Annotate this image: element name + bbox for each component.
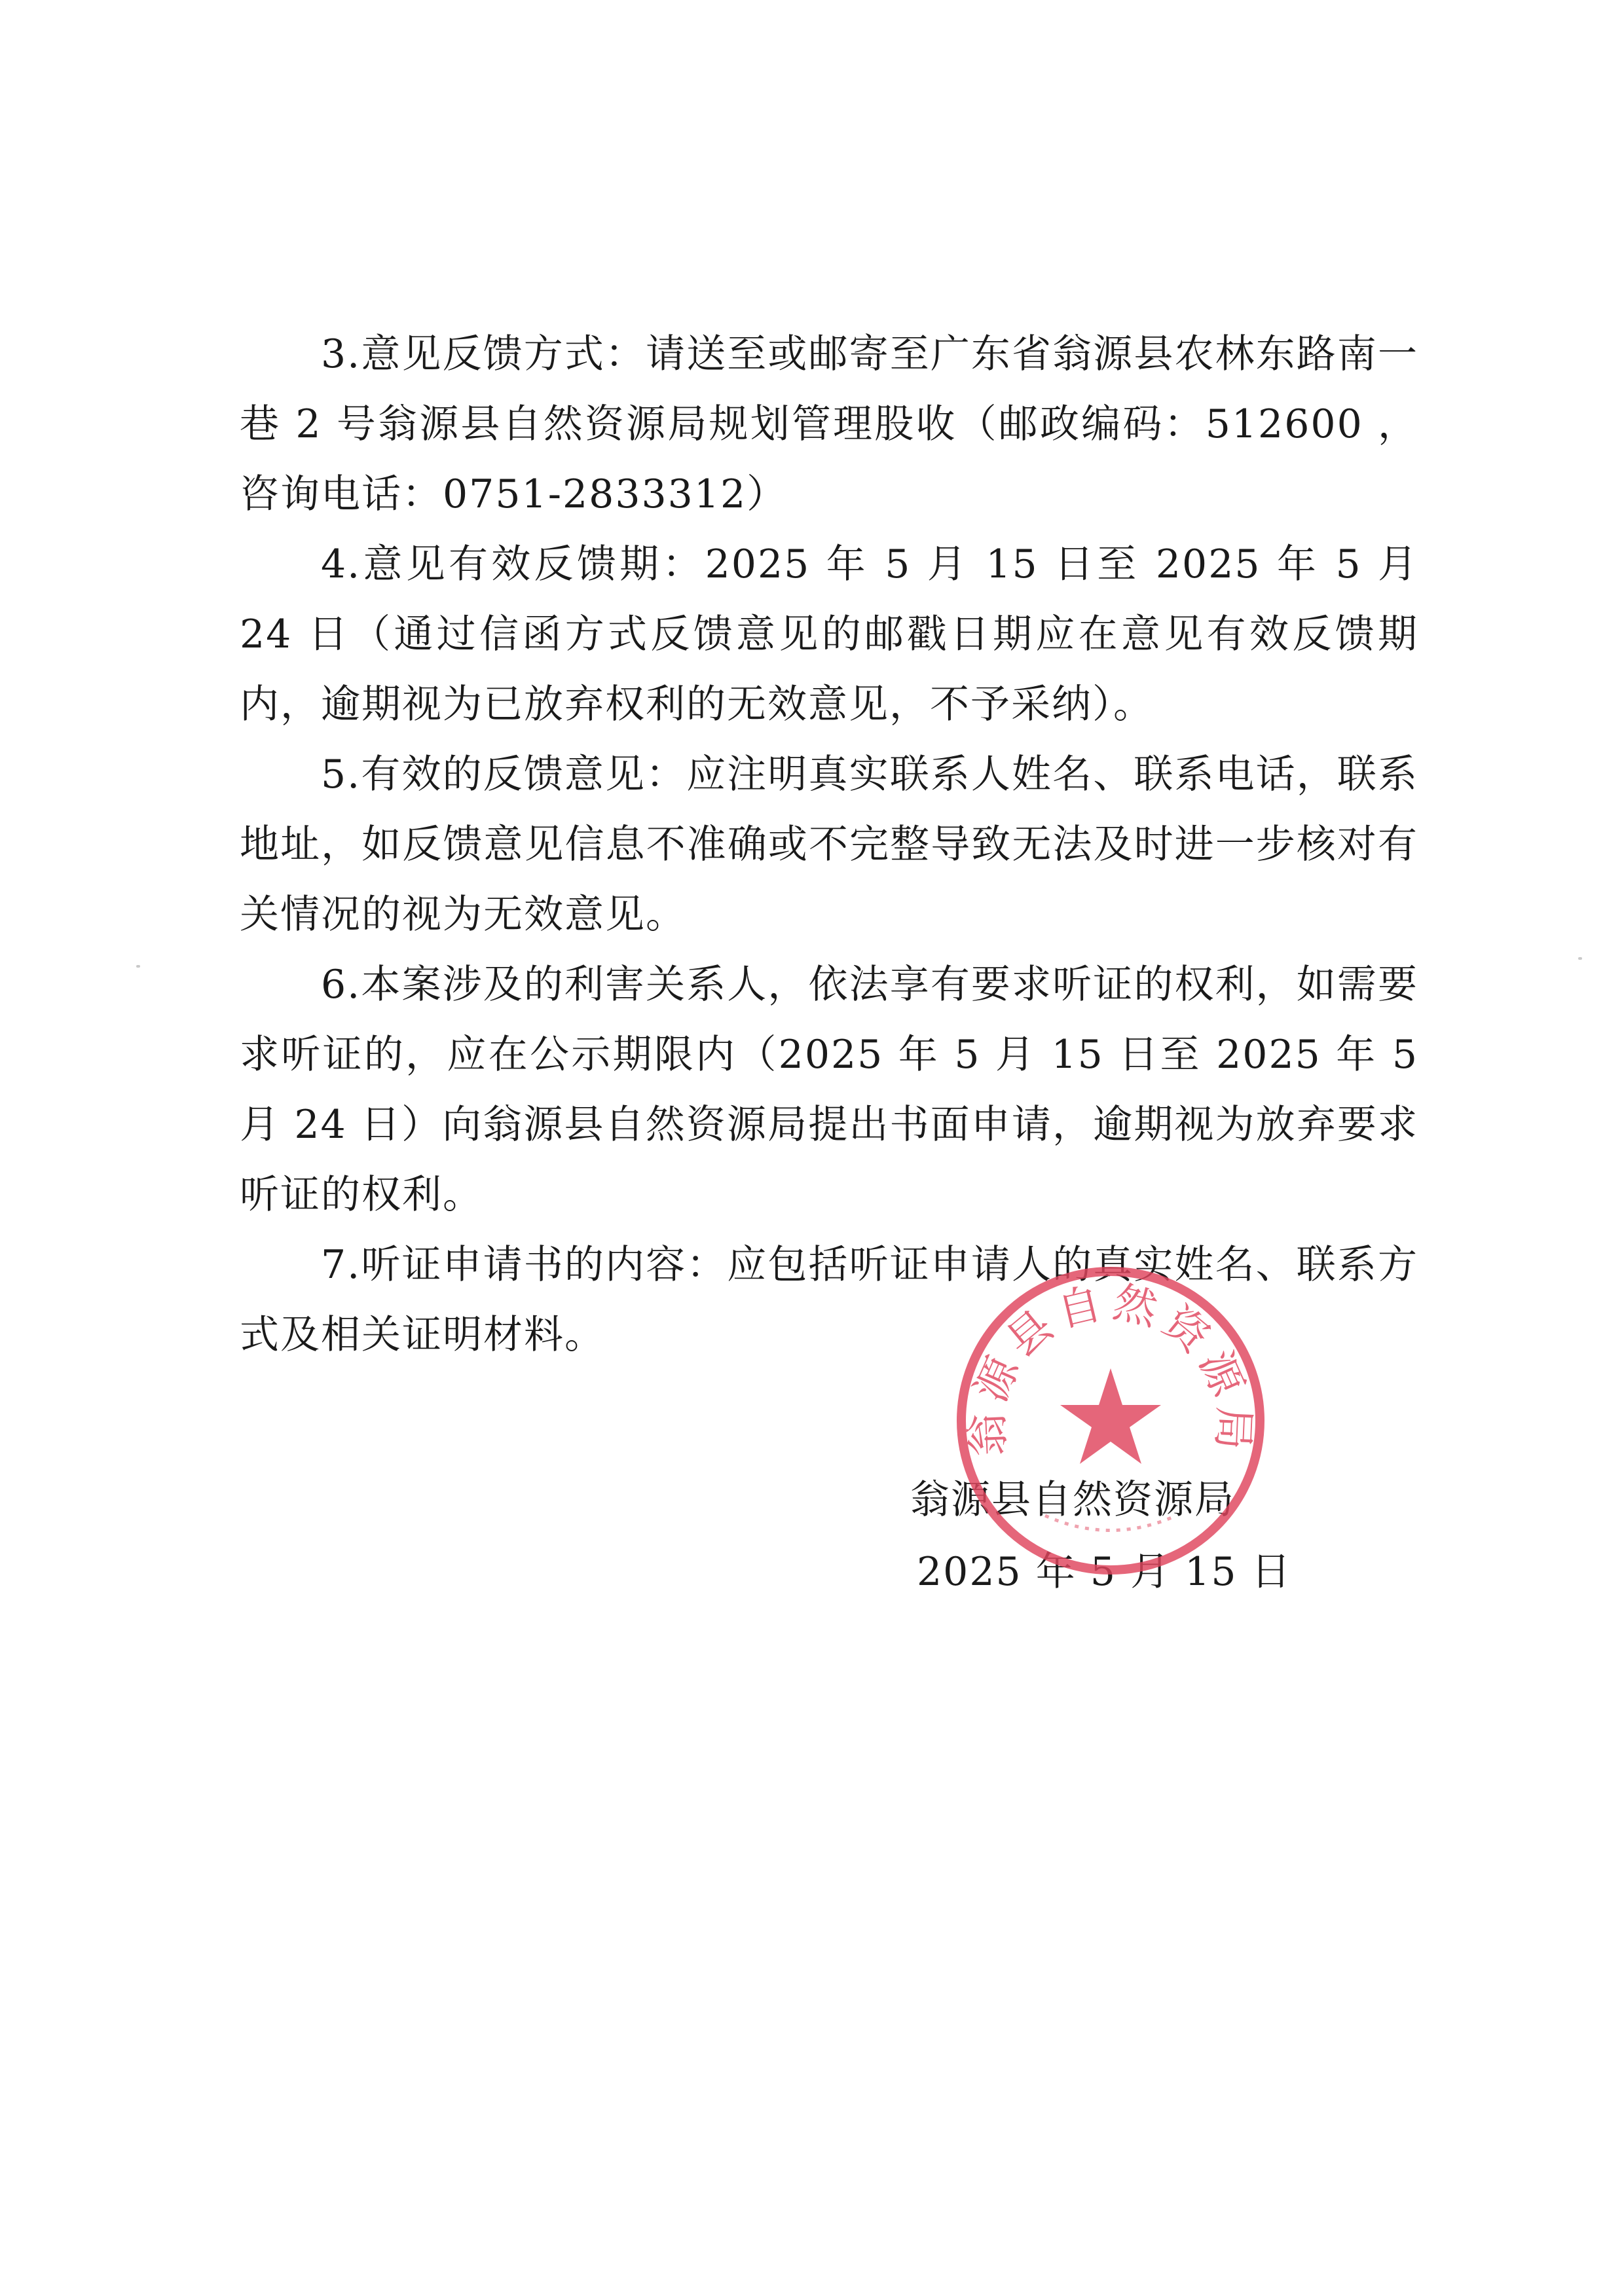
scan-speck bbox=[1578, 957, 1582, 960]
scan-speck bbox=[136, 965, 140, 968]
paragraph-feedback-period: 4.意见有效反馈期：2025 年 5 月 15 日至 2025 年 5 月 24 日（通过信函方式反馈意见的邮戳日期应在意见有效反馈期内，逾期视为已放弃权利的无效意见，不予采纳）。 bbox=[240, 541, 1418, 727]
issuing-organization: 翁源县自然资源局 bbox=[910, 1477, 1235, 1523]
issue-date: 2025 年 5 月 15 日 bbox=[917, 1549, 1292, 1595]
document-body bbox=[240, 319, 1418, 1370]
paragraph-feedback-method: 3.意见反馈方式：请送至或邮寄至广东省翁源县农林东路南一巷 2 号翁源县自然资源局规划管理股收（邮政编码：512600 ，咨询电话：0751-2833312） bbox=[240, 331, 1418, 517]
svg-text:翁源县自然资源局: 翁源县自然资源局 bbox=[961, 1276, 1260, 1458]
signature-block bbox=[910, 1464, 1408, 1608]
paragraph-hearing-application: 7.听证申请书的内容：应包括听证申请人的真实姓名、联系方式及相关证明材料。 bbox=[240, 1242, 1418, 1358]
paragraph-valid-feedback: 5.有效的反馈意见：应注明真实联系人姓名、联系电话，联系地址，如反馈意见信息不准确或不完整导致无法及时进一步核对有关情况的视为无效意见。 bbox=[240, 752, 1418, 938]
paragraph-hearing-right: 6.本案涉及的利害关系人，依法享有要求听证的权利，如需要求听证的，应在公示期限内（2025 年 5 月 15 日至 2025 年 5 月 24 日）向翁源县自然资源局提出书面申请，逾期视为放弃要求听证的权利。 bbox=[240, 962, 1418, 1218]
